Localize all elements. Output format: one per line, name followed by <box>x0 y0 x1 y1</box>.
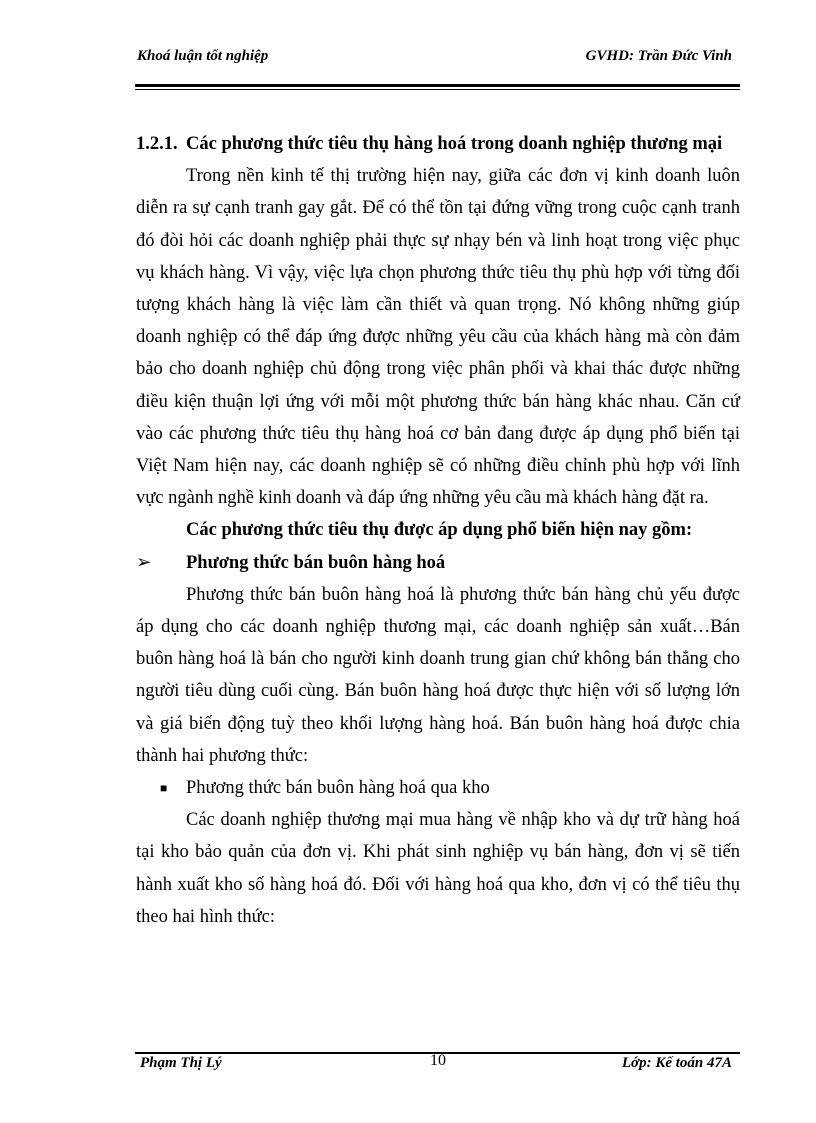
square-bullet-icon: ■ <box>160 781 168 796</box>
square-list-item <box>136 772 740 804</box>
paragraph-wholesale: Phương thức bán buôn hàng hoá là phương thức bán hàng chủ yếu được áp dụng cho các doanh nghiệp thương mại, các doanh nghiệp sản xuất…Bán buôn hàng hoá là bán cho người kinh doanh trung gian chứ không bán thẳng cho người tiêu dùng cuối cùng. Bán buôn hàng hoá được thực hiện với số lượng lớn và giá biến động tuỳ theo khối lượng hàng hoá. Bán buôn hàng hoá được chia thành hai phương thức: <box>136 584 740 766</box>
footer-author: Phạm Thị Lý <box>140 1055 222 1071</box>
paragraph-warehouse: Các doanh nghiệp thương mại mua hàng về nhập kho và dự trữ hàng hoá tại kho bảo quản của đơn vị. Khi phát sinh nghiệp vụ bán hàng, đơn vị sẽ tiến hành xuất kho số hàng hoá đó. Đối với hàng hoá qua kho, đơn vị có thể tiêu thụ theo hai hình thức: <box>136 810 740 927</box>
lead-sentence: Các phương thức tiêu thụ được áp dụng phổ biến hiện nay gồm: <box>186 520 693 541</box>
header-rule-thin <box>135 89 740 90</box>
square-item-text: Phương thức bán buôn hàng hoá qua kho <box>186 778 490 799</box>
arrow-list-item <box>136 547 740 579</box>
page-body <box>136 128 740 933</box>
page-number: 10 <box>430 1052 446 1069</box>
footer-class: Lớp: Kế toán 47A <box>621 1055 732 1071</box>
header-thesis-title: Khoá luận tốt nghiệp <box>137 48 269 64</box>
paragraph-intro: Trong nền kinh tế thị trường hiện nay, giữa các đơn vị kinh doanh luôn diễn ra sự cạnh tranh gay gắt. Để có thể tồn tại đứng vững trong cuộc cạnh tranh đó đòi hỏi các doanh nghiệp phải thực sự nhạy bén và linh hoạt trong việc phục vụ khách hàng. Vì vậy, việc lựa chọn phương thức tiêu thụ phù hợp với từng đối tượng khách hàng là việc làm cần thiết và quan trọng. Nó không những giúp doanh nghiệp có thể đáp ứng được những yêu cầu của khách hàng mà còn đảm bảo cho doanh nghiệp chủ động trong việc phân phối và khai thác được những điều kiện thuận lợi ứng với mỗi một phương thức bán hàng khác nhau. Căn cứ vào các phương thức tiêu thụ hàng hoá cơ bản đang được áp dụng phổ biến tại Việt Nam hiện nay, các doanh nghiệp sẽ có những điều chỉnh phù hợp với lĩnh vực ngành nghề kinh doanh và đáp ứng những yêu cầu mà khách hàng đặt ra. <box>136 166 740 509</box>
section-number: 1.2.1. <box>136 134 178 154</box>
section-heading <box>136 128 740 160</box>
arrow-item-text: Phương thức bán buôn hàng hoá <box>186 552 446 573</box>
header-supervisor: GVHD: Trần Đức Vinh <box>585 48 732 64</box>
header-rule-thick <box>135 84 740 87</box>
arrow-bullet-icon: ➢ <box>136 552 152 573</box>
section-title: Các phương thức tiêu thụ hàng hoá trong doanh nghiệp thương mại <box>186 134 723 154</box>
